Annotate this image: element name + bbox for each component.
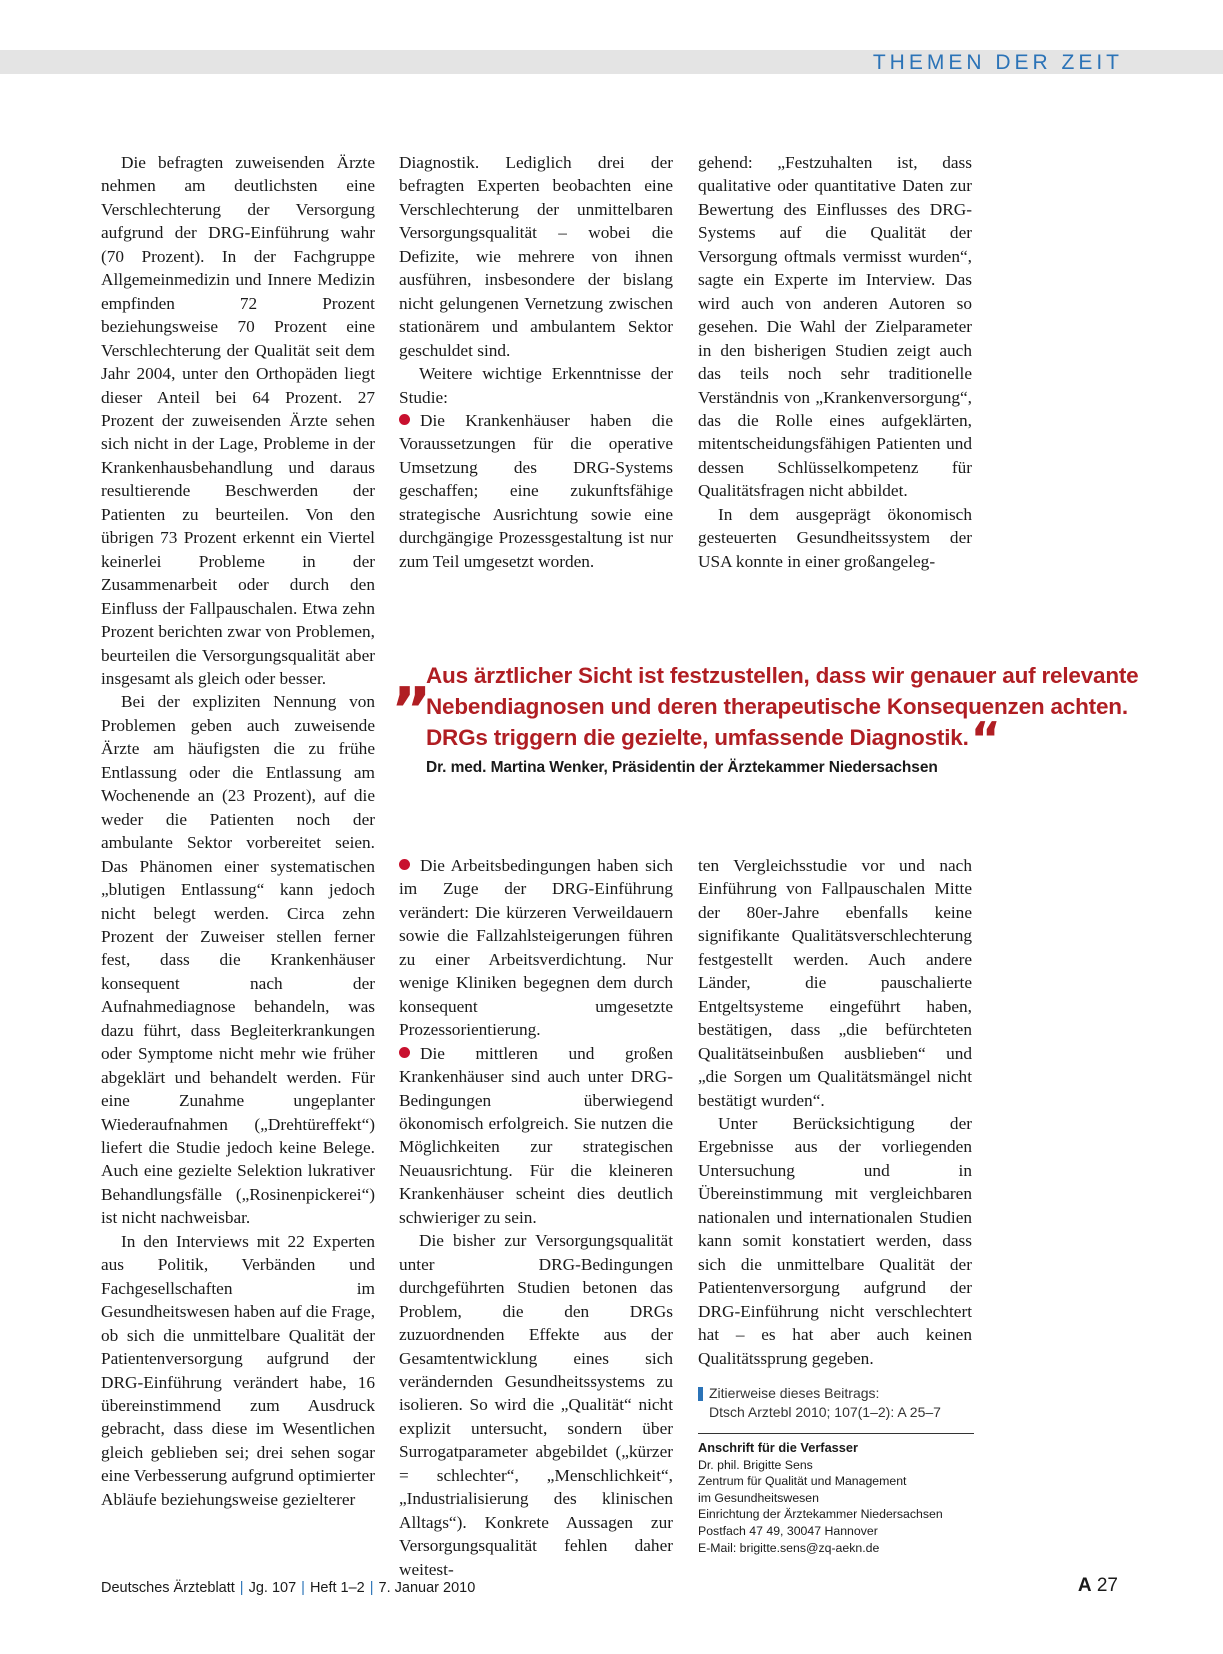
section-label: THEMEN DER ZEIT xyxy=(872,51,1123,74)
column-3-top xyxy=(698,151,972,573)
paragraph: gehend: „Festzuhalten ist, dass qualitative oder quantitative Daten zur Bewertung des Einflusses des DRG-Systems auf die Qualität der Versorgung oftmals vermisst wurden“, sagte ein Experte im Interview. Das wird auch von anderen Autoren so gesehen. Die Wahl der Zielparameter in den bisherigen Studien zeigt auch das teils noch sehr traditionelle Verständnis von „Krankenversorgung“, das die Rolle eines aufgeklärten, mitentscheidungsfähigen Patienten und dessen Schlüsselkompetenz für Qualitätsfragen nicht abbildet. xyxy=(698,153,972,501)
open-quote-icon: „ xyxy=(392,640,433,713)
address-line: Einrichtung der Ärztekammer Niedersachsen xyxy=(698,1507,943,1522)
address-email[interactable]: E-Mail: brigitte.sens@zq-aekn.de xyxy=(698,1540,880,1555)
address-line: Dr. phil. Brigitte Sens xyxy=(698,1457,813,1472)
paragraph: Unter Berücksichtigung der Ergebnisse aus der vorliegenden Untersuchung und in Übereinstimmung mit vergleichbaren nationalen und internationalen Studien kann somit konstatiert werden, dass sich die unmittelbare Qualität der Patientenversorgung aufgrund der DRG-Einführung nicht verschlechtert hat – es hat aber auch keinen Qualitätssprung gegeben. xyxy=(698,1113,972,1368)
bullet-icon xyxy=(399,414,410,425)
pull-quote xyxy=(392,640,1172,777)
address-title: Anschrift für die Verfasser xyxy=(698,1440,859,1455)
journal-volume: Jg. 107 xyxy=(248,1580,297,1596)
bullet-item xyxy=(399,854,673,1042)
paragraph: Diagnostik. Lediglich drei der befragten Experten beobachten eine Verschlechterung der unmittelbaren Versorgungsqualität – wobei die Defizite, wie mehrere von ihnen ausführen, insbesondere der bislang nicht gelungenen Vernetzung zwischen stationärem und ambulantem Sektor geschuldet sind. xyxy=(399,153,673,360)
bullet-icon xyxy=(399,859,410,870)
pull-quote-body: Aus ärztlicher Sicht ist festzustellen, dass wir genauer auf relevante Nebendiagnosen und deren therapeutische Konsequenzen achten. DRGs triggern die gezielte, umfassende Diagnostik. xyxy=(426,663,1139,750)
separator: | xyxy=(369,1580,374,1596)
column-2-bottom xyxy=(399,854,673,1581)
page-number-value: 27 xyxy=(1096,1575,1118,1596)
paragraph: ten Vergleichsstudie vor und nach Einführung von Fallpauschalen Mitte der 80er-Jahre ebenfalls keine signifikante Qualitätsverschlechterung festgestellt werden. Auch andere Länder, die pauschalierte Entgeltsysteme eingeführt haben, bestätigen, dass „die befürchteten Qualitätseinbußen ausblieben“ und „die Sorgen um Qualitätsmängel nicht bestätigt wurden“. xyxy=(698,856,972,1110)
column-1 xyxy=(101,151,375,1511)
paragraph: In dem ausgeprägt ökonomisch gesteuerten Gesundheitssystem der USA konnte in einer großangeleg- xyxy=(698,504,972,571)
citation-value: Dtsch Arztebl 2010; 107(1–2): A 25–7 xyxy=(709,1404,941,1420)
paragraph: Die bisher zur Versorgungsqualität unter DRG-Bedingungen durchgeführten Studien betonen das Problem, die den DRGs zuzuordnenden Effekte aus der Gesamtentwicklung eines sich verändernden Gesundheitssystems zu isolieren. So wird die „Qualität“ nicht explizit untersucht, sondern über Surrogatparameter abgebildet („kürzer = schlechter“, „Menschlichkeit“, „Industrialisierung des klinischen Alltags“). Konkrete Aussagen zur Versorgungsqualität fehlen daher weitest- xyxy=(399,1231,673,1579)
journal-date: 7. Januar 2010 xyxy=(378,1580,476,1596)
close-quote-icon: “ xyxy=(970,712,1001,766)
bullet-icon xyxy=(399,1047,410,1058)
citation-box xyxy=(698,1384,974,1422)
column-3-bottom xyxy=(698,854,972,1370)
author-address xyxy=(698,1433,974,1556)
page-prefix: A xyxy=(1077,1575,1092,1596)
journal-name: Deutsches Ärzteblatt xyxy=(101,1580,235,1596)
bullet-item xyxy=(399,1042,673,1230)
bullet-text: Die Arbeitsbedingungen haben sich im Zuge der DRG-Einführung verändert: Die kürzeren Verweildauern sowie die Fallzahlsteigerungen führen zu einer Arbeitsverdichtung. Nur wenige Kliniken begegnen dem durch konsequent umgesetzte Prozessorientierung. xyxy=(399,856,673,1040)
citation-label: Zitierweise dieses Beitrags: xyxy=(709,1385,880,1401)
bullet-text: Die mittleren und großen Krankenhäuser sind auch unter DRG-Bedingungen überwiegend ökonomisch erfolgreich. Sie nutzen die Möglichkeiten zur strategischen Neuausrichtung. Für die kleineren Krankenhäuser scheint dies deutlich schwieriger zu sein. xyxy=(399,1043,673,1227)
pull-quote-attribution: Dr. med. Martina Wenker, Präsidentin der Ärztekammer Niedersachsen xyxy=(426,759,938,776)
paragraph: Bei der expliziten Nennung von Problemen geben auch zuweisende Ärzte am häufigsten die zu frühe Entlassung oder die Entlassung am Wochenende an (23 Prozent), auf die weder die Patienten noch der ambulante Sektor vorbereitet seien. Das Phänomen einer systematischen „blutigen Entlassung“ kann jedoch nicht belegt werden. Circa zehn Prozent der Zuweiser stellen ferner fest, dass die Krankenhäuser konsequent nach der Aufnahmediagnose behandeln, was dazu führt, dass Begleiterkrankungen oder Symptome nicht mehr wie früher abgeklärt und behandelt werden. Für eine Zunahme ungeplanter Wiederaufnahmen („Drehtüreffekt“) liefert die Studie jedoch keine Belege. Auch eine gezielte Selektion lukrativer Behandlungsfälle („Rosinenpickerei“) ist nicht nachweisbar. xyxy=(101,692,375,1228)
separator: | xyxy=(239,1580,244,1596)
column-2-top xyxy=(399,151,673,573)
address-line: Postfach 47 49, 30047 Hannover xyxy=(698,1523,878,1538)
paragraph: Die befragten zuweisenden Ärzte nehmen am deutlichsten eine Verschlechterung der Versorgung aufgrund der DRG-Einführung wahr (70 Prozent). In der Fachgruppe Allgemeinmedizin und Innere Medizin empfinden 72 Prozent beziehungsweise 70 Prozent eine Verschlechterung der Qualität seit dem Jahr 2004, unter den Orthopäden liegt dieser Anteil bei 64 Prozent. 27 Prozent der zuweisenden Ärzte sehen sich nicht in der Lage, Probleme in der Krankenhausbehandlung und daraus resultierende Beschwerden der Patienten zu beurteilen. Von den übrigen 73 Prozent erkennt ein Viertel keinerlei Probleme in der Zusammenarbeit oder durch den Einfluss der Fallpauschalen. Etwa zehn Prozent berichten zwar von Problemen, beurteilen die Versorgungsqualität aber insgesamt als gleich oder besser. xyxy=(101,153,375,688)
paragraph: Weitere wichtige Erkenntnisse der Studie: xyxy=(399,364,673,407)
paragraph: In den Interviews mit 22 Experten aus Politik, Verbänden und Fachgesellschaften im Gesundheitswesen haben auf die Frage, ob sich die unmittelbare Qualität der Patientenversorgung aufgrund der DRG-Einführung verändert habe, 16 übereinstimmend zum Ausdruck gebracht, dass diese im Wesentlichen gleich geblieben sei; drei sehen sogar eine Verbesserung aufgrund optimierter Abläufe beziehungsweise gezielterer xyxy=(101,1231,376,1509)
bullet-text: Die Krankenhäuser haben die Voraussetzungen für die operative Umsetzung des DRG-Systems geschaffen; eine zukunftsfähige strategische Ausrichtung sowie eine durchgängige Prozessgestaltung ist nur zum Teil umgesetzt worden. xyxy=(399,410,673,571)
page-footer xyxy=(101,1580,475,1596)
pull-quote-text xyxy=(426,660,1172,766)
bullet-item xyxy=(399,409,673,573)
address-line: im Gesundheitswesen xyxy=(698,1490,819,1505)
citation-label-row xyxy=(698,1384,974,1403)
address-line: Zentrum für Qualität und Management xyxy=(698,1474,907,1489)
citation-marker-icon xyxy=(698,1387,703,1401)
journal-issue: Heft 1–2 xyxy=(309,1580,365,1596)
page-number xyxy=(1078,1575,1118,1597)
separator: | xyxy=(301,1580,305,1596)
